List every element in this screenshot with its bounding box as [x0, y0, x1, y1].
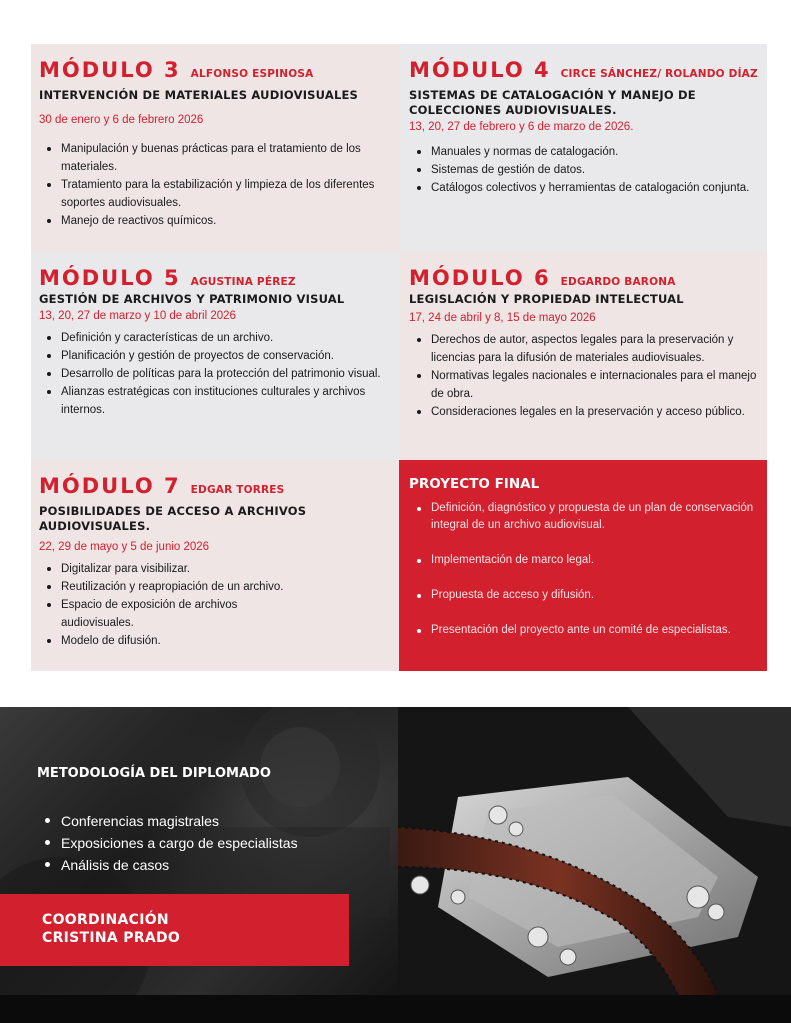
list-item: Derechos de autor, aspectos legales para la preservación y licencias para la difusión de materiales audiovisuales. [431, 331, 759, 367]
module-3-card [31, 44, 399, 252]
module-6-card [399, 252, 767, 460]
module-number: MÓDULO 7 [39, 474, 181, 498]
list-item: Manuales y normas de catalogación. [431, 143, 759, 161]
module-topics [409, 143, 759, 197]
footer-bar [0, 995, 791, 1023]
module-7-card [31, 460, 399, 671]
methodology-title: METODOLOGÍA DEL DIPLOMADO [37, 766, 271, 781]
module-number: MÓDULO 6 [409, 266, 551, 290]
coordination-label: COORDINACIÓN [42, 912, 169, 928]
list-item: Alianzas estratégicas con instituciones culturales y archivos internos. [61, 383, 391, 419]
module-topics [39, 140, 391, 230]
module-instructor: AGUSTINA PÉREZ [190, 276, 296, 288]
module-topics [39, 560, 291, 650]
list-item: Modelo de difusión. [61, 632, 291, 650]
module-5-card [31, 252, 399, 460]
list-item: Definición, diagnóstico y propuesta de un plan de conservación integral de un archivo audiovisual. [431, 500, 759, 534]
module-instructor: CIRCE SÁNCHEZ/ ROLANDO DÍAZ [560, 68, 758, 80]
module-date: 13, 20, 27 de marzo y 10 de abril 2026 [39, 310, 236, 322]
module-date: 17, 24 de abril y 8, 15 de mayo 2026 [409, 312, 596, 324]
methodology-list [37, 810, 298, 876]
module-number: MÓDULO 5 [39, 266, 181, 290]
list-item: Planificación y gestión de proyectos de conservación. [61, 347, 391, 365]
list-item: Desarrollo de políticas para la protección del patrimonio visual. [61, 365, 391, 383]
list-item: Espacio de exposición de archivos audiovisuales. [61, 596, 291, 632]
list-item: Conferencias magistrales [61, 810, 298, 832]
module-date: 22, 29 de mayo y 5 de junio 2026 [39, 541, 210, 553]
film-reel-image [398, 707, 791, 995]
list-item: Presentación del proyecto ante un comité de especialistas. [431, 622, 759, 639]
list-item: Manejo de reactivos químicos. [61, 212, 391, 230]
list-item: Análisis de casos [61, 854, 298, 876]
list-item: Reutilización y reapropiación de un archivo. [61, 578, 291, 596]
list-item: Sistemas de gestión de datos. [431, 161, 759, 179]
module-date: 13, 20, 27 de febrero y 6 de marzo de 2026. [409, 121, 634, 133]
module-4-card [399, 44, 767, 252]
list-item: Tratamiento para la estabilización y limpieza de los diferentes soportes audiovisuales. [61, 176, 391, 212]
module-number: MÓDULO 4 [409, 58, 551, 82]
list-item: Normativas legales nacionales e internacionales para el manejo de obra. [431, 367, 759, 403]
list-item: Digitalizar para visibilizar. [61, 560, 291, 578]
module-title: INTERVENCIÓN DE MATERIALES AUDIOVISUALES [39, 88, 359, 102]
film-reel-photo [398, 707, 791, 995]
module-title: POSIBILIDADES DE ACCESO A ARCHIVOS AUDIOVISUALES. [39, 504, 307, 533]
module-instructor: EDGARDO BARONA [560, 276, 676, 288]
coordinator-name: CRISTINA PRADO [42, 930, 181, 946]
list-item: Manipulación y buenas prácticas para el tratamiento de los materiales. [61, 140, 391, 176]
module-date: 30 de enero y 6 de febrero 2026 [39, 114, 204, 126]
module-number: MÓDULO 3 [39, 58, 181, 82]
list-item: Consideraciones legales en la preservación y acceso público. [431, 403, 759, 421]
final-project-card [399, 460, 767, 671]
module-title: LEGISLACIÓN Y PROPIEDAD INTELECTUAL [409, 292, 684, 306]
list-item: Propuesta de acceso y difusión. [431, 587, 759, 604]
module-title: GESTIÓN DE ARCHIVOS Y PATRIMONIO VISUAL [39, 292, 345, 306]
module-instructor: ALFONSO ESPINOSA [190, 68, 314, 80]
coordination-box [0, 894, 349, 966]
module-topics [409, 331, 759, 421]
list-item: Definición y características de un archivo. [61, 329, 391, 347]
module-topics [39, 329, 391, 419]
final-project-items [409, 500, 759, 639]
list-item: Implementación de marco legal. [431, 552, 759, 569]
list-item: Exposiciones a cargo de especialistas [61, 832, 298, 854]
final-project-title: PROYECTO FINAL [409, 476, 540, 492]
module-title: SISTEMAS DE CATALOGACIÓN Y MANEJO DE COLECCIONES AUDIOVISUALES. [409, 88, 696, 117]
list-item: Catálogos colectivos y herramientas de catalogación conjunta. [431, 179, 759, 197]
module-instructor: EDGAR TORRES [190, 484, 285, 496]
